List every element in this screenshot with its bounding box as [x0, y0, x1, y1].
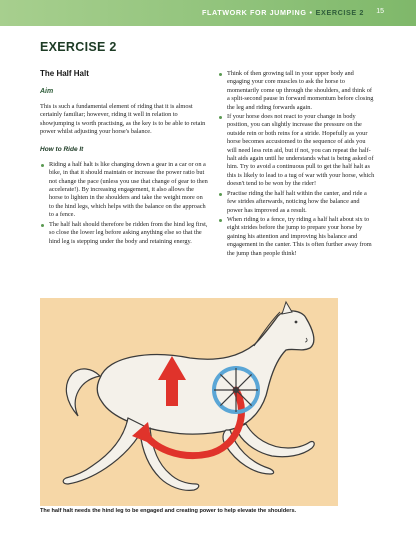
gear-wheel: [214, 368, 258, 412]
left-column: [40, 70, 208, 247]
header-section: FLATWORK FOR JUMPING: [202, 8, 307, 17]
figure-caption: The half halt needs the hind leg to be engaged and creating power to help elevate the shoulders.: [40, 508, 297, 514]
how-bullet-list: [40, 161, 208, 246]
aim-paragraph: This is such a fundamental element of riding that it is almost certainly familiar; however, riding it well in relation to showjumping is worth practising, as the key is to be able to retain power whilst adjusting your horse's balance.: [40, 102, 206, 136]
list-item: Practise riding the half halt within the canter, and ride a few strides afterwards, noticing how the balance and power has improved as a result.: [218, 190, 376, 215]
list-item: The half halt should therefore be ridden from the hind leg first, so close the lower leg before asking anything else so that the hind leg is stepping under the body and retaining energy.: [40, 221, 208, 246]
header-separator: •: [309, 8, 313, 17]
horse-illustration: [40, 298, 338, 506]
list-item: When riding to a fence, try riding a half halt about six to eight strides before the jump to prepare your horse by gaining his attention and improving his balance and engagement in the canter. This is often further away from the jump than people think!: [218, 216, 376, 258]
running-header: [202, 8, 364, 17]
list-item: If your horse does not react to your change in body position, you can slightly increase the pressure on the outside rein or both reins for a stride. Hopefully as your horse becomes accustomed to the sequence of aids you will need less rein aid, but if not, you can repeat the half-halt aids again until he understands what is being asked of him. Try to avoid a continuous pull to get the half halt as this is likely to lead to a tug of war with your horse, which doesn't tend to be won by the rider!: [218, 113, 376, 189]
list-item: Think of then growing tall in your upper body and engaging your core muscles to ask the horse to momentarily come up through the shoulders, and think of a split-second pause in forward momentum before closing the leg and riding forwards again.: [218, 70, 376, 112]
header-exercise: EXERCISE 2: [315, 8, 364, 17]
list-item: Riding a half halt is like changing down a gear in a car or on a bike, in that it should maintain or increase the power ratio but not change the pace (unless you use that change of gear to then accelerate!). By increasing engagement, it also allows the horse to lighten in the shoulders and take the weight more on to the hind legs, which helps with the balance on the approach to a fence.: [40, 161, 208, 220]
how-to-ride-heading: How to Ride It: [40, 146, 84, 154]
page-number: 15: [376, 8, 384, 15]
right-bullet-list: [218, 70, 376, 258]
section-heading: The Half Halt: [40, 69, 89, 78]
aim-heading: Aim: [40, 88, 54, 96]
right-column: [218, 70, 376, 259]
horse-eye: [295, 321, 298, 324]
page-title: EXERCISE 2: [40, 40, 117, 54]
